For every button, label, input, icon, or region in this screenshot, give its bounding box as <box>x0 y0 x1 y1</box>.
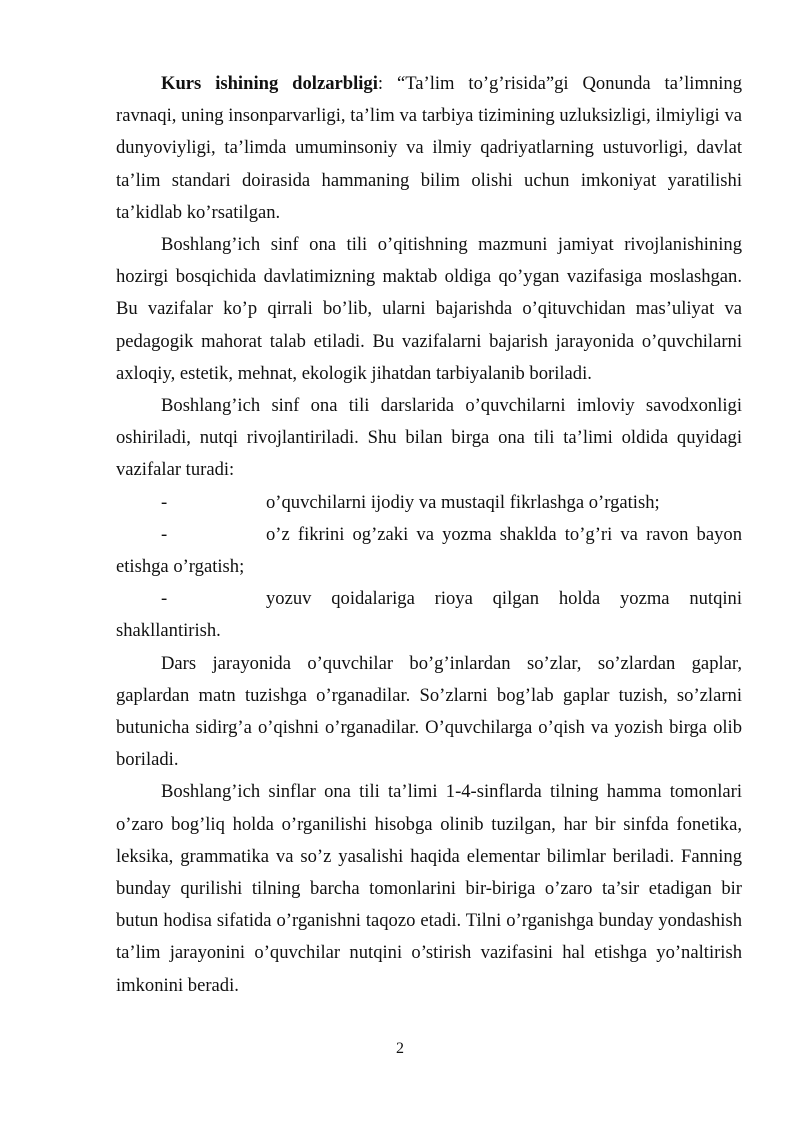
relevance-heading: Kurs ishining dolzarbligi <box>161 73 378 94</box>
list-item-text: o’z fikrini og’zaki va yozma shaklda to’g’ri va ravon bayon etishga o’rgatish; <box>116 523 742 578</box>
paragraph-relevance <box>116 68 742 229</box>
page-number: 2 <box>396 1040 404 1057</box>
paragraph-lesson-process: Dars jarayonida o’quvchilar bo’g’inlardan so’zlar, so’zlardan gaplar, gaplardan matn tuzishga o’rganadilar. So’zlarni bog’lab gaplar tuzish, so’zlarni butunicha sidirg’a o’qishni o’rganadilar. O’quvchilarga o’qish va yozish birga olib boriladi. <box>116 652 742 771</box>
list-item-text: yozuv qoidalariga rioya qilgan holda yozma nutqini shakllantirish. <box>116 588 742 642</box>
paragraph-curriculum: Boshlang’ich sinflar ona tili ta’limi 1-4-sinflarda tilning hamma tomonlari o’zaro bog’liq holda o’rganilishi hisobga olinib tuzilgan, har bir sinfda fonetika, leksika, grammatika va so’z yasalishi haqida elementar bilimlar beriladi. Fanning bunday qurilishi tilning barcha tomonlarini bir-biriga o’zaro ta’sir etadigan bir butun hodisa sifatida o’rganishni taqozo etadi. Tilni o’rganishga bunday yondashish ta’lim jarayonini o’quvchilar nutqini o’stirish vazifasini hal etishga yo’naltirish imkonini beradi. <box>116 781 742 996</box>
list-dash: - <box>161 588 168 610</box>
task-list-item <box>116 519 742 583</box>
task-list-item <box>116 583 742 647</box>
paragraph-content-goals: Boshlang’ich sinf ona tili o’qitishning mazmuni jamiyat rivojlanishining hozirgi bosqichida davlatimizning maktab oldiga qo’ygan vazifasiga moslashgan. Bu vazifalar ko’p qirrali bo’lib, ularni bajarishda o’qituvchidan mas’uliyat va pedagogik mahorat talab etiladi. Bu vazifalarni bajarish jarayonida o’quvchilarni axloqiy, estetik, mehnat, ekologik jihatdan tarbiyalanib boriladi. <box>116 234 742 384</box>
list-dash: - <box>161 523 168 545</box>
list-item-text: o’quvchilarni ijodiy va mustaqil fikrlashga o’rgatish; <box>266 491 660 513</box>
paragraph-tasks-intro: Boshlang’ich sinf ona tili darslarida o’quvchilarni imloviy savodxonligi oshiriladi, nutqi rivojlantiriladi. Shu bilan birga ona tili ta’limi oldida quyidagi vazifalar turadi: <box>116 395 742 481</box>
task-list-item <box>116 487 742 519</box>
list-dash: - <box>161 491 168 513</box>
relevance-text: : “Ta’lim to’g’risida”gi Qonunda ta’limning ravnaqi, uning insonparvarligi, ta’lim va tarbiya tizimining uzluksizligi, ilmiyligi va dunyoviyligi, ta’limda umuminsoniy va ilmiy qadriyatlarning ustuvorligi, davlat ta’lim standari doirasida hammaning bilim olishi uchun imkoniyat yaratilishi ta’kidlab ko’rsatilgan. <box>116 73 742 223</box>
